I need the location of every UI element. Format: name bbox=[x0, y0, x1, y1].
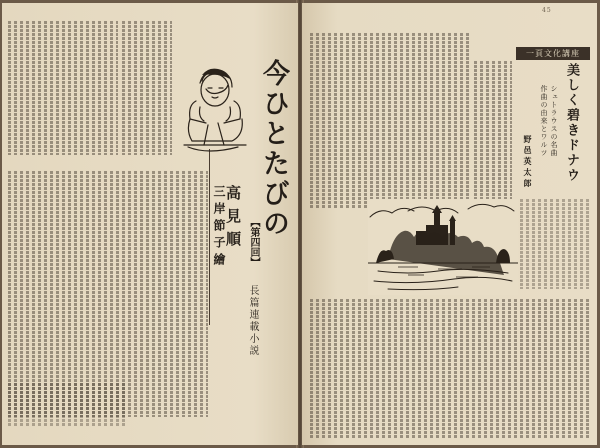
column-header: 一頁文化講座 bbox=[516, 47, 590, 60]
author-name: 高見順 bbox=[224, 185, 242, 254]
left-page bbox=[2, 3, 298, 445]
man-thinking-illustration bbox=[178, 61, 252, 161]
divider-rule bbox=[209, 149, 210, 325]
body-text-lower bbox=[8, 171, 208, 417]
article-text-side bbox=[520, 199, 590, 289]
illustrator-credit: 三岸節子繪 bbox=[212, 185, 226, 270]
castle-river-illustration bbox=[368, 199, 518, 295]
article-text-intro bbox=[474, 61, 512, 211]
article-text-lower bbox=[310, 299, 592, 439]
page-number: 45 bbox=[542, 7, 552, 14]
article-subtitle-1: シュトラウスの名曲 bbox=[550, 85, 558, 157]
article-author: 野邑英太郎 bbox=[523, 135, 533, 190]
story-title: 今ひとたびの bbox=[258, 59, 289, 239]
body-text-upper-mid bbox=[122, 21, 172, 155]
genre-label: 長篇連載小説 bbox=[247, 285, 258, 357]
body-text-lower-tail bbox=[8, 383, 128, 427]
article-text-upper bbox=[310, 33, 470, 209]
installment-label: 【第四回】 bbox=[248, 217, 259, 267]
body-text-upper-right bbox=[8, 21, 118, 155]
article-subtitle-2: 作曲の由来とワルツ bbox=[540, 85, 548, 157]
right-page bbox=[302, 3, 597, 445]
article-title: 美しく碧きドナウ bbox=[564, 63, 579, 183]
